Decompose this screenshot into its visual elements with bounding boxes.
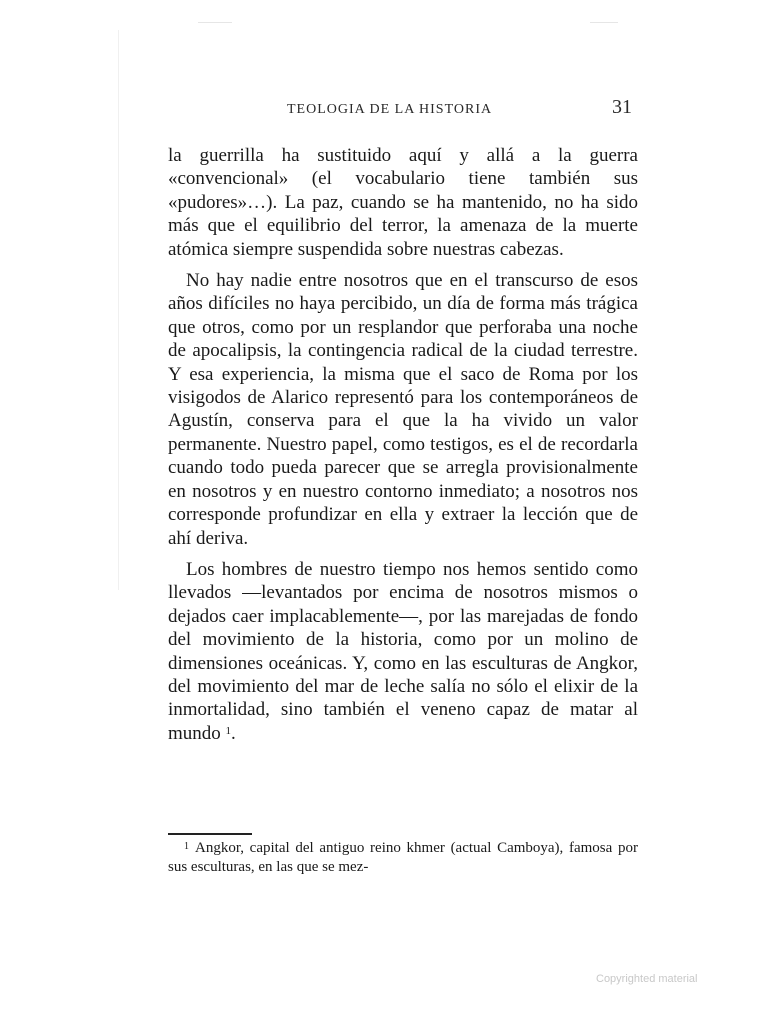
scan-artifact (590, 22, 618, 23)
paragraph: No hay nadie entre nosotros que en el transcurso de esos años difíciles no haya percibido, un día de forma más trágica que otros, como por un resplandor que perforaba una noche de apocalipsis, la contingencia radical de la ciudad terrestre. Y esa experiencia, la misma que el saco de Roma por los visigodos de Alarico representó para los contemporáneos de Agustín, conserva para el que la ha vivido un valor permanente. Nuestro papel, como testigos, es el de recordarla cuando todo pueda parecer que se arregla provisionalmente en nosotros y en nuestro contorno inmediato; a nosotros nos corresponde profundizar en ella y extraer la lección que de ahí deriva. (168, 270, 638, 549)
footnote (168, 839, 638, 876)
scan-artifact (198, 22, 232, 23)
footnote-reference[interactable]: 1 (225, 724, 232, 737)
page-number: 31 (612, 96, 632, 118)
footnote-number: 1 (184, 841, 189, 852)
footnote-rule (168, 833, 252, 835)
copyright-watermark: Copyrighted material (596, 973, 698, 985)
running-head: TEOLOGIA DE LA HISTORIA (287, 102, 493, 117)
footnote-text: Angkor, capital del antiguo reino khmer (actual Camboya), famosa por sus esculturas, en las que se mez- (168, 840, 638, 875)
page-edge-shadow (118, 30, 119, 590)
paragraph-text: Los hombres de nuestro tiempo nos hemos sentido como llevados —levantados por encima de nosotros mismos o dejados caer implacablemente—, por las marejadas de fondo del movimiento de la historia, como por un molino de dimensiones oceánicas. Y, como en las esculturas de Angkor, del movimiento del mar de leche salía no sólo el elixir de la inmortalidad, sino también el veneno capaz de matar al mundo (168, 558, 638, 744)
paragraph: Los hombres de nuestro tiempo nos hemos sentido como llevados —levantados por encima de nosotros mismos o dejados caer implacablemente—, por las marejadas de fondo del movimiento de la historia, como por un molino de dimensiones oceánicas. Y, como en las esculturas de Angkor, del movimiento del mar de leche salía no sólo el elixir de la inmortalidad, sino también el veneno capaz de matar al mundo $^1$. (168, 558, 638, 744)
body-text (168, 144, 638, 753)
paragraph: la guerrilla ha sustituido aquí y allá a la guerra «convencional» (el vocabulario tiene también sus «pudores»…). La paz, cuando se ha mantenido, no ha sido más que el equilibrio del terror, la amenaza de la muerte atómica siempre suspendida sobre nuestras cabezas. (168, 145, 638, 260)
